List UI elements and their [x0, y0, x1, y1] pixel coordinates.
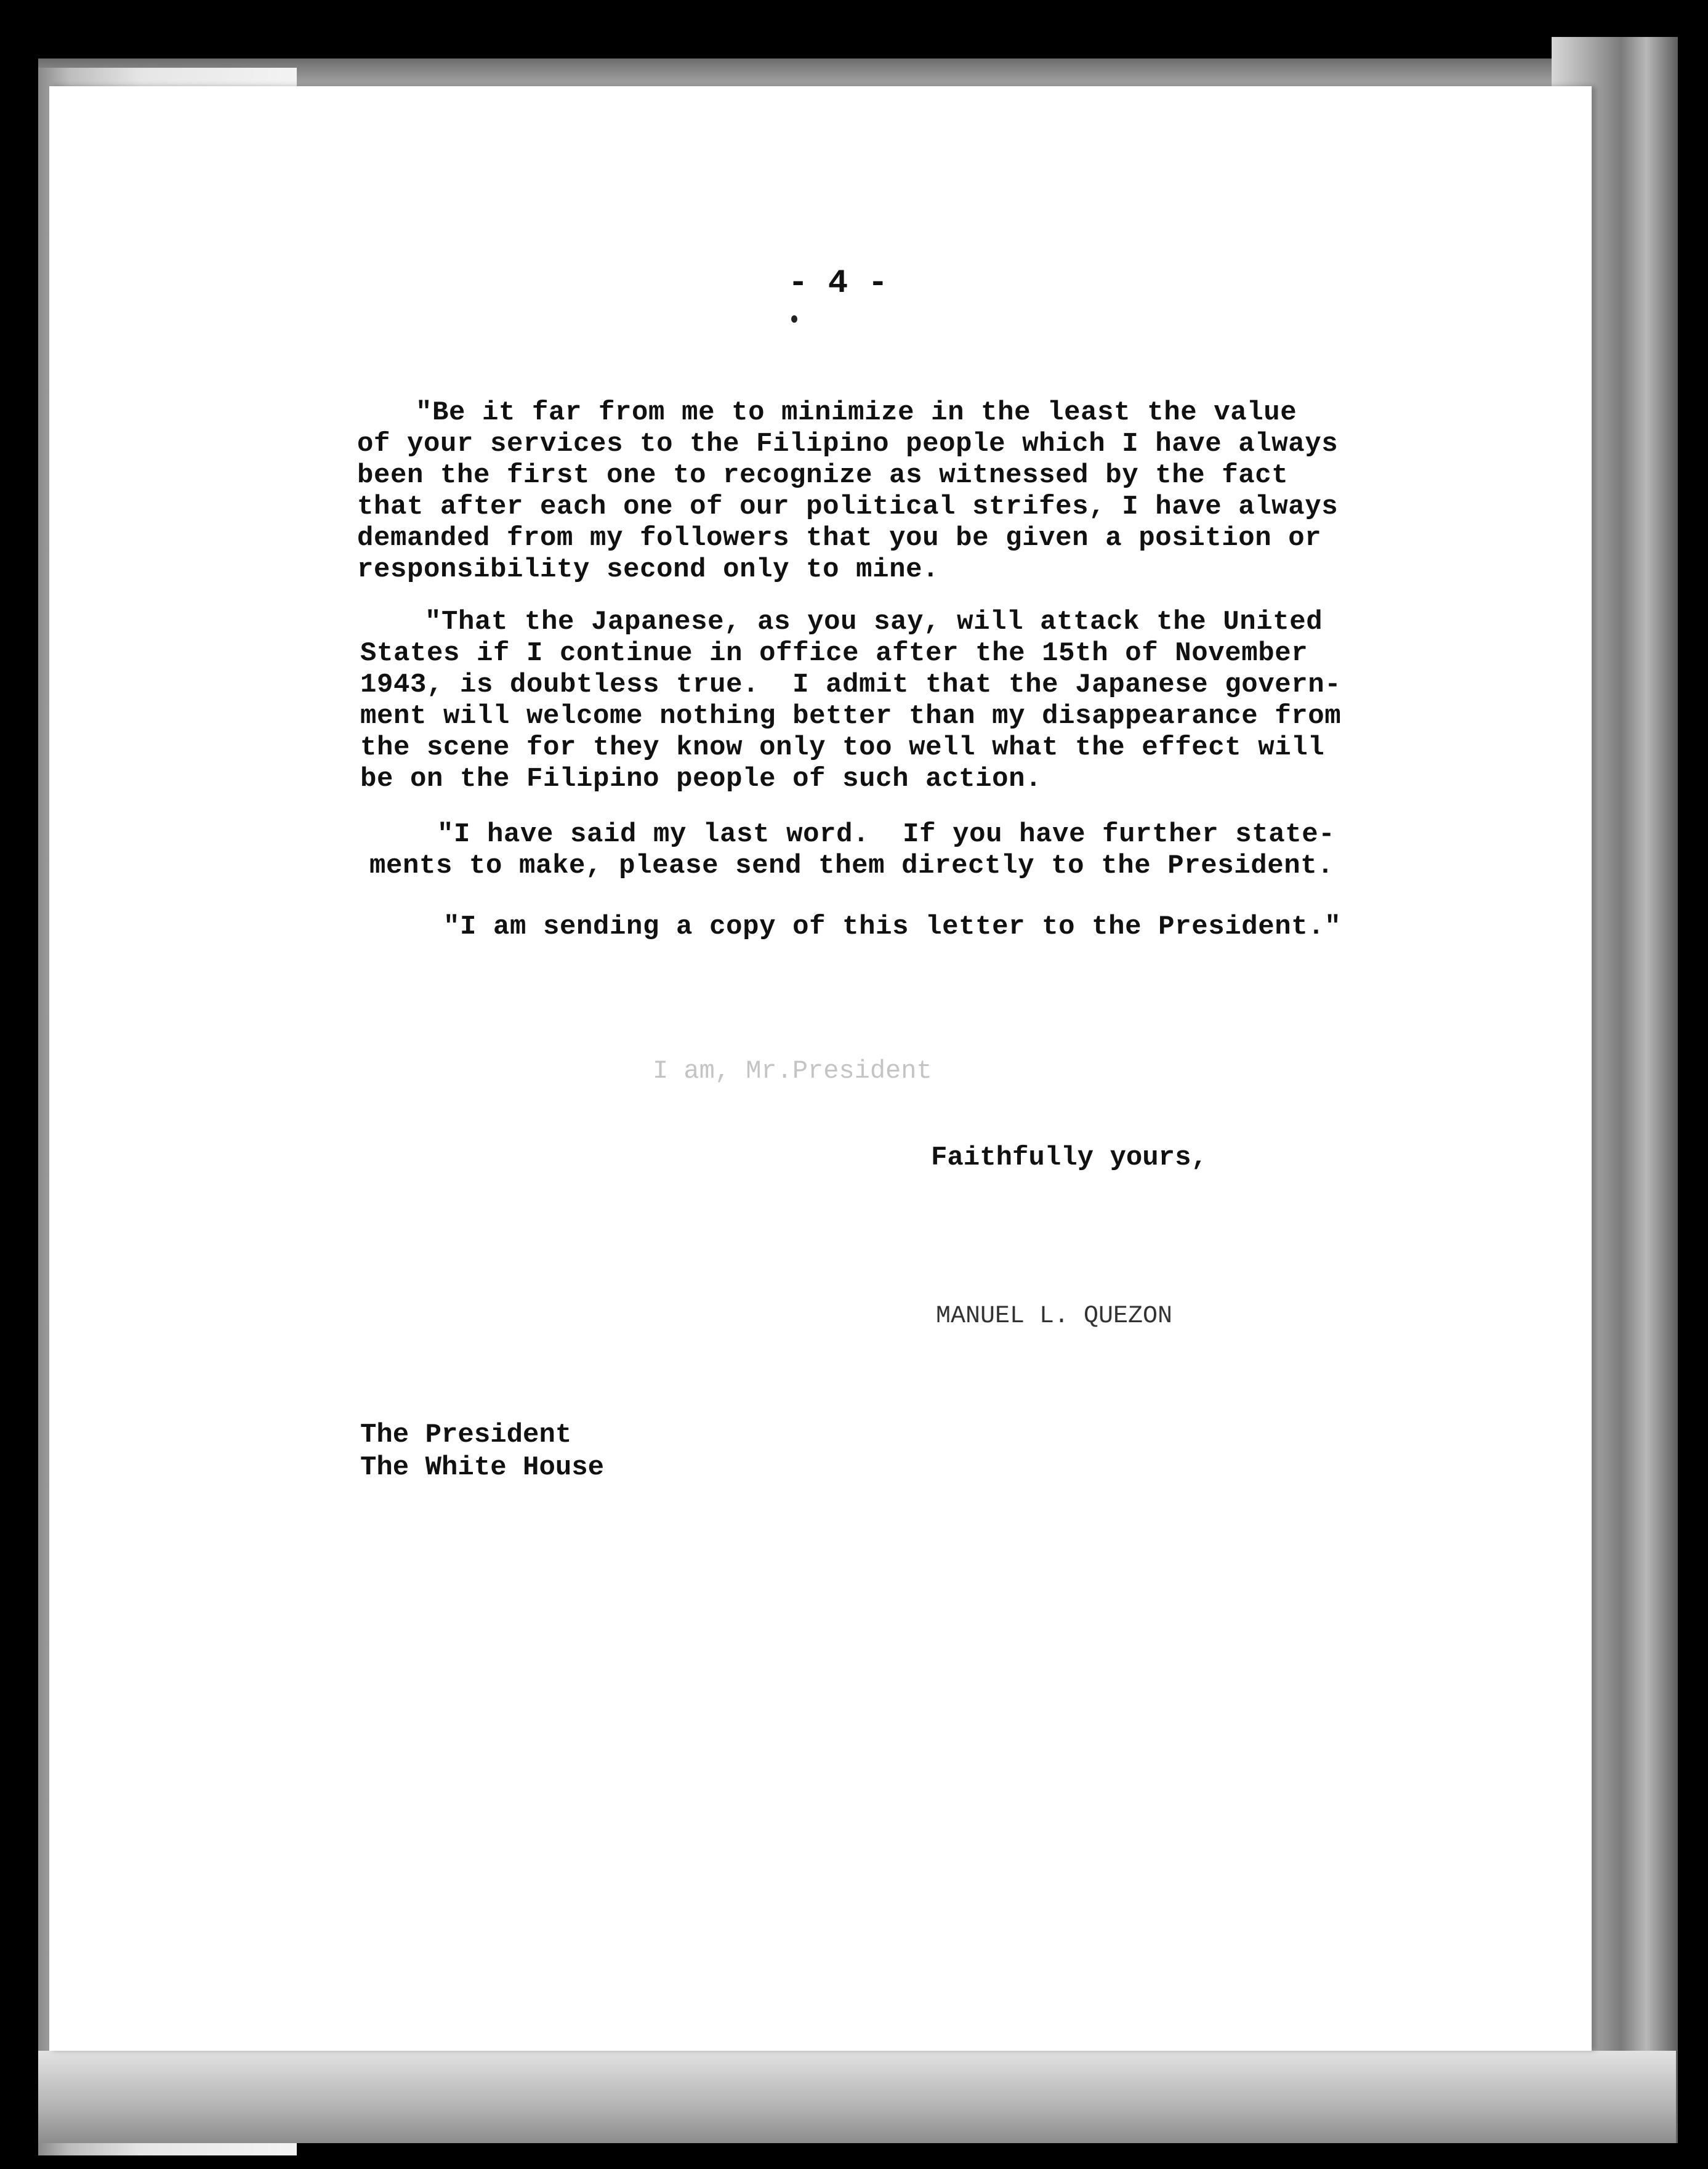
- body-line: 1943, is doubtless true. I admit that the Japanese govern-: [360, 669, 1342, 700]
- body-line: that after each one of our political strifes, I have always: [357, 491, 1339, 522]
- address-line-1: The President: [360, 1420, 572, 1450]
- body-line: "I am sending a copy of this letter to the President.": [443, 911, 1342, 942]
- body-line: of your services to the Filipino people which I have always: [357, 429, 1339, 459]
- body-line: States if I continue in office after the 15th of November: [360, 638, 1308, 669]
- letter-page: [49, 86, 1592, 2051]
- body-line: "Be it far from me to minimize in the least the value: [416, 397, 1297, 428]
- body-line: ment will welcome nothing better than my disappearance from: [360, 701, 1342, 732]
- body-line: the scene for they know only too well what the effect will: [360, 732, 1325, 763]
- body-line: "I have said my last word. If you have further state-: [437, 819, 1335, 850]
- faded-closing-line: I am, Mr.President: [653, 1056, 932, 1086]
- body-line: "That the Japanese, as you say, will attack the United: [425, 607, 1323, 637]
- body-line: ments to make, please send them directly to the President.: [369, 850, 1334, 881]
- signature-name: MANUEL L. QUEZON: [936, 1303, 1173, 1330]
- body-line: demanded from my followers that you be given a position or: [357, 523, 1322, 554]
- complimentary-close: Faithfully yours,: [931, 1142, 1207, 1173]
- body-line: been the first one to recognize as witnessed by the fact: [357, 460, 1289, 491]
- page-number: - 4 -: [788, 265, 888, 302]
- address-line-2: The White House: [360, 1452, 605, 1483]
- body-line: responsibility second only to mine.: [357, 554, 940, 585]
- backing-sheet-bottom: [38, 2051, 1676, 2143]
- body-line: be on the Filipino people of such action.: [360, 764, 1042, 794]
- scan-speck: [791, 315, 797, 323]
